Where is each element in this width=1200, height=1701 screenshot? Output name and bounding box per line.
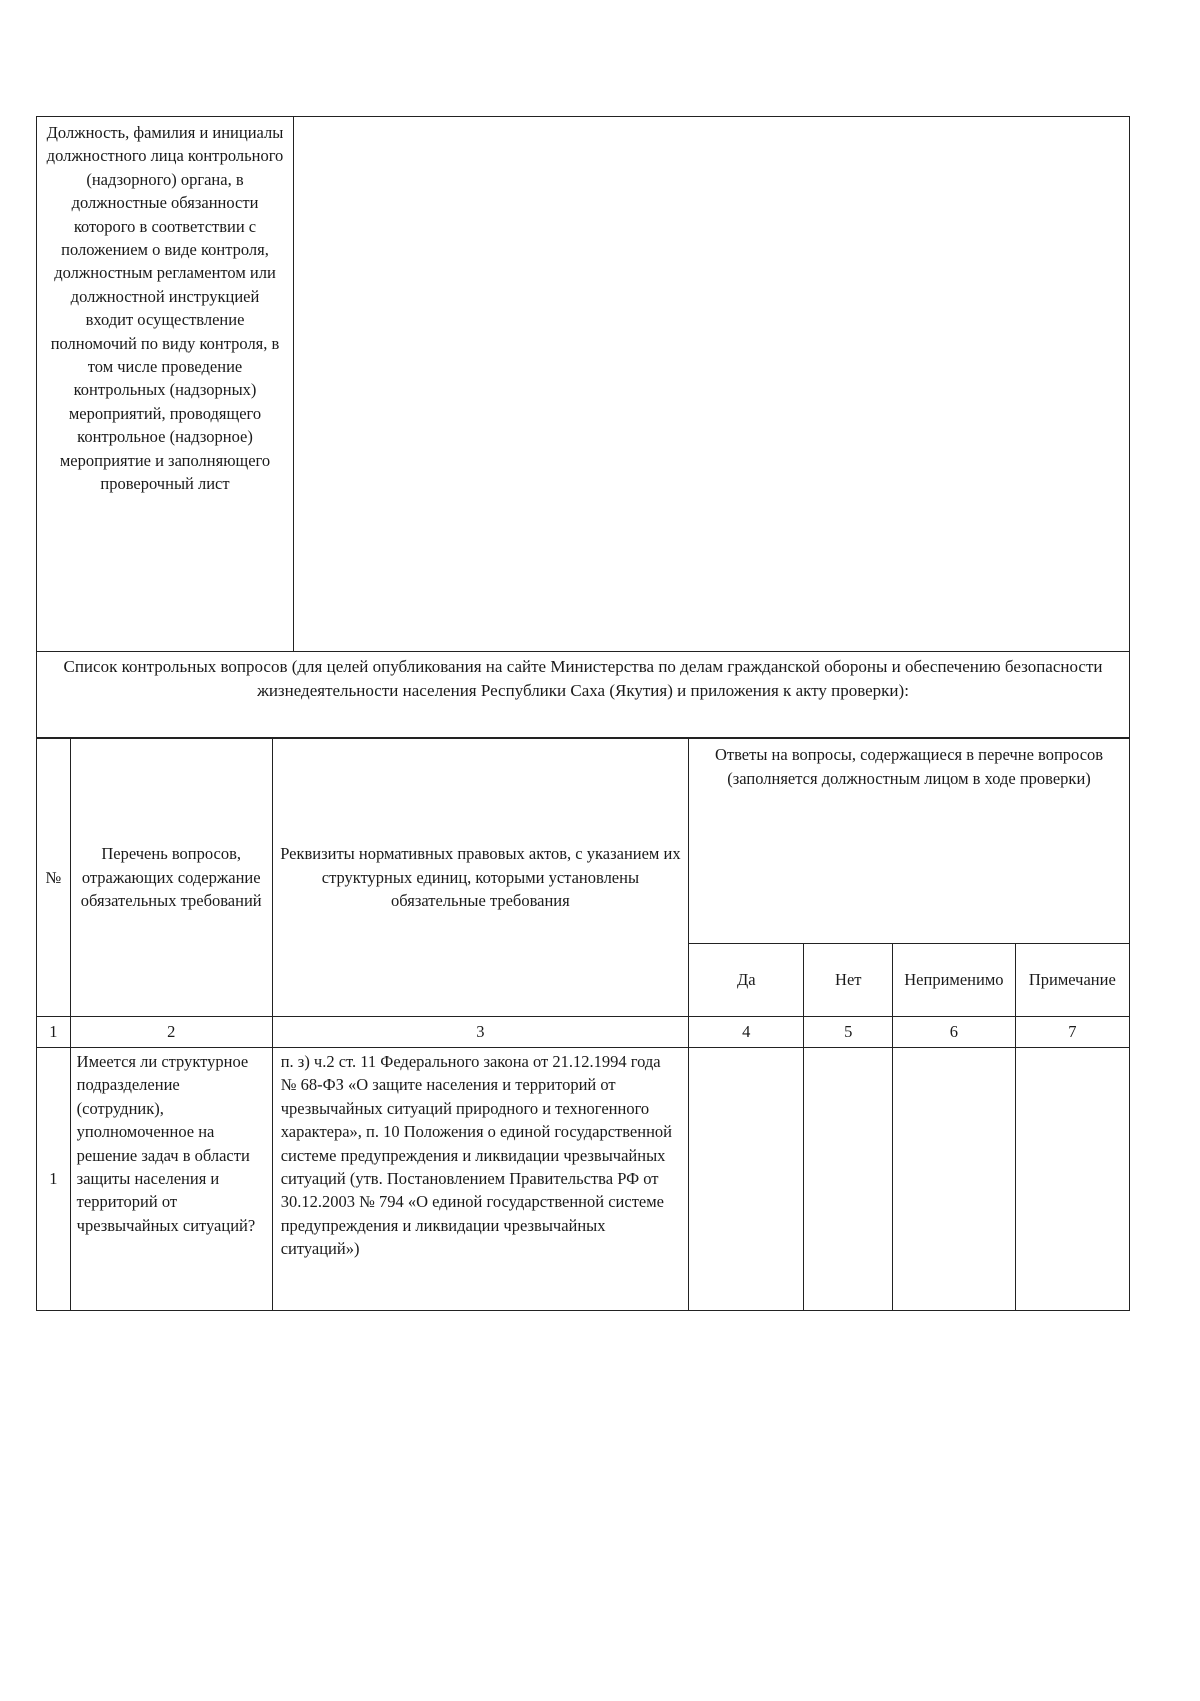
questions-list-title: Список контрольных вопросов (для целей опубликования на сайте Министерства по делам гражданской обороны и обеспечению безопасности жизнедеятельности населения Республики Саха (Якутия) и приложения к акту проверки): xyxy=(37,652,1130,738)
column-number-row xyxy=(37,1017,1130,1048)
header-not-applicable: Неприменимо xyxy=(893,944,1015,1017)
column-number: 4 xyxy=(689,1017,804,1048)
header-answers: Ответы на вопросы, содержащиеся в перечне вопросов (заполняется должностным лицом в ходе проверки) xyxy=(689,739,1130,944)
column-number: 3 xyxy=(272,1017,688,1048)
column-number: 1 xyxy=(37,1017,71,1048)
column-number: 2 xyxy=(70,1017,272,1048)
column-number: 7 xyxy=(1015,1017,1129,1048)
questions-list-title-row xyxy=(37,652,1130,738)
official-row xyxy=(37,117,1130,652)
header-note: Примечание xyxy=(1015,944,1129,1017)
questions-table xyxy=(36,738,1130,1311)
column-number: 6 xyxy=(893,1017,1015,1048)
answer-note-cell xyxy=(1015,1048,1129,1311)
answer-yes-cell xyxy=(689,1048,804,1311)
row-number: 1 xyxy=(37,1048,71,1311)
column-number: 5 xyxy=(804,1017,893,1048)
official-value xyxy=(294,117,1130,652)
row-question: Имеется ли структурное подразделение (сотрудник), уполномоченное на решение задач в области защиты населения и территорий от чрезвычайных ситуаций? xyxy=(70,1048,272,1311)
header-yes: Да xyxy=(689,944,804,1017)
header-questions: Перечень вопросов, отражающих содержание обязательных требований xyxy=(70,739,272,1017)
header-no: Нет xyxy=(804,944,893,1017)
header-row-1 xyxy=(37,739,1130,944)
official-label: Должность, фамилия и инициалы должностного лица контрольного (надзорного) органа, в должностные обязанности которого в соответствии с положением о виде контроля, должностным регламентом или должностной инструкцией входит осуществление полномочий по виду контроля, в том числе проведение контрольных (надзорных) мероприятий, проводящего контрольное (надзорное) мероприятие и заполняющего проверочный лист xyxy=(37,117,294,652)
header-requisites: Реквизиты нормативных правовых актов, с указанием их структурных единиц, которыми установлены обязательные требования xyxy=(272,739,688,1017)
table-row xyxy=(37,1048,1130,1311)
answer-not-applicable-cell xyxy=(893,1048,1015,1311)
row-requisites: п. з) ч.2 ст. 11 Федерального закона от 21.12.1994 года № 68-ФЗ «О защите населения и территорий от чрезвычайных ситуаций природного и техногенного характера», п. 10 Положения о единой государственной системе предупреждения и ликвидации чрезвычайных ситуаций (утв. Постановлением Правительства РФ от 30.12.2003 № 794 «О единой государственной системе предупреждения и ликвидации чрезвычайных ситуаций») xyxy=(272,1048,688,1311)
header-number: № xyxy=(37,739,71,1017)
official-info-table xyxy=(36,116,1130,738)
answer-no-cell xyxy=(804,1048,893,1311)
